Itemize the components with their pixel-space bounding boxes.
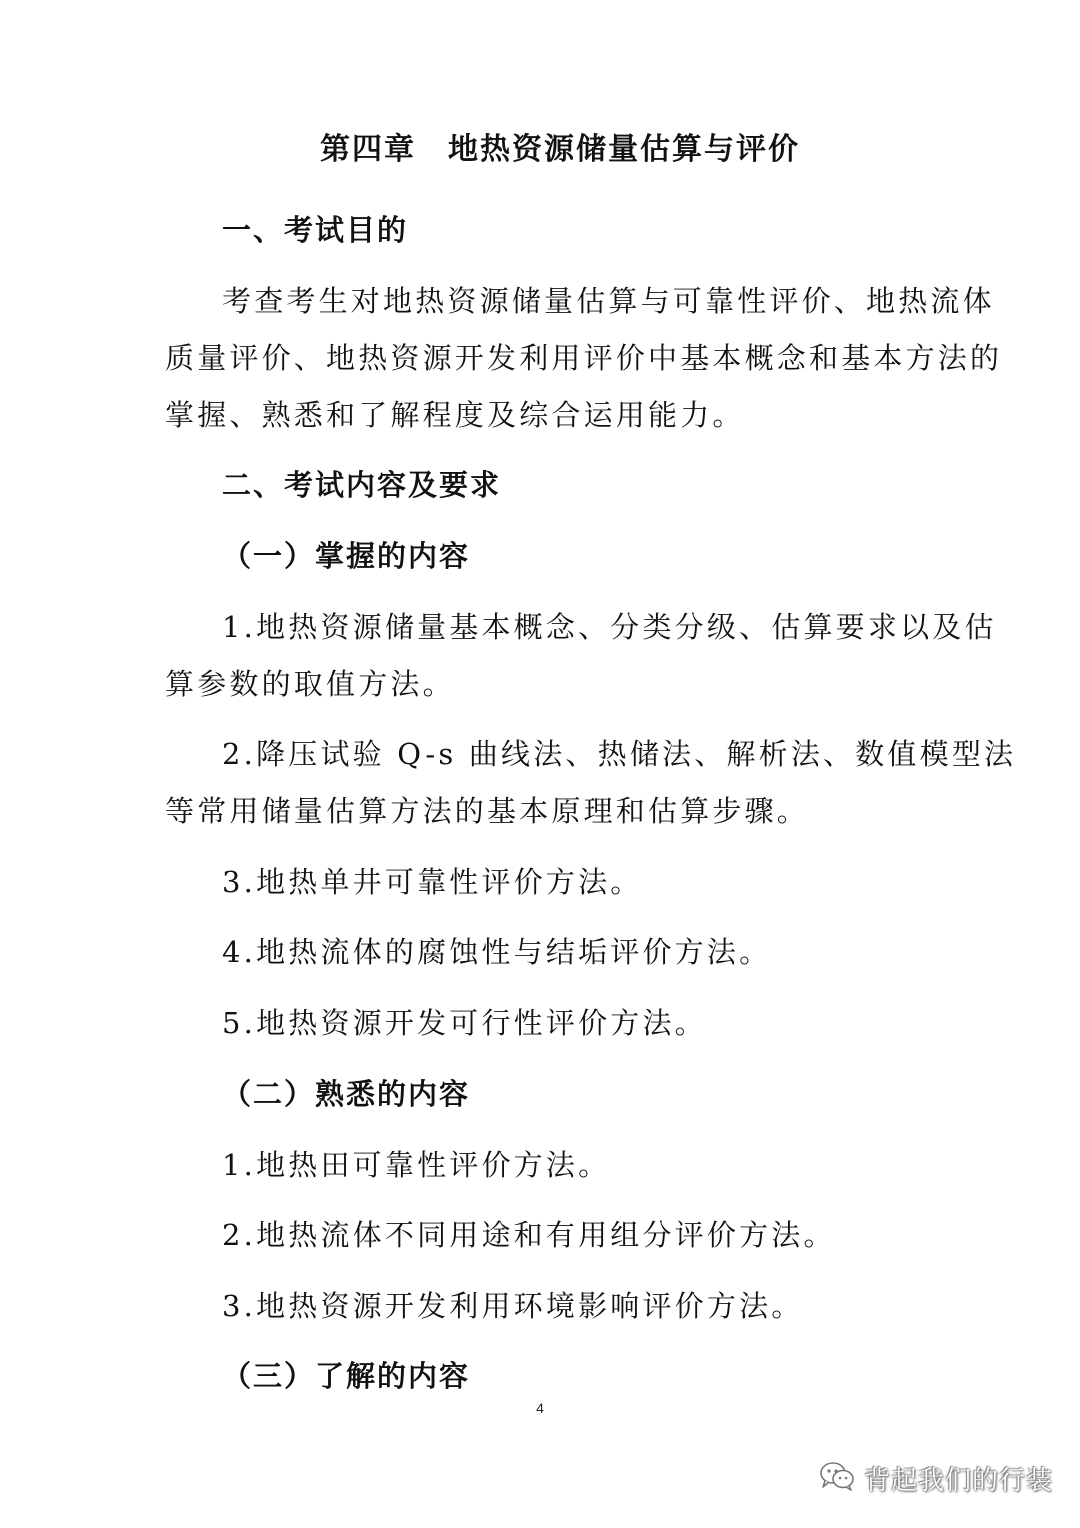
master-item-2-line: 2.降压试验 Q-s 曲线法、热储法、解析法、数值模型法 [222, 737, 1017, 771]
subsection-heading-familiar: （二）熟悉的内容 [222, 1077, 471, 1111]
watermark-text: 背起我们的行装 [864, 1465, 1054, 1496]
master-item-2-line: 等常用储量估算方法的基本原理和估算步骤。 [165, 794, 810, 828]
familiar-item-1: 1.地热田可靠性评价方法。 [222, 1148, 611, 1182]
purpose-paragraph-line: 质量评价、地热资源开发利用评价中基本概念和基本方法的 [165, 341, 1003, 375]
familiar-item-2: 2.地热流体不同用途和有用组分评价方法。 [222, 1218, 836, 1252]
section-heading-exam-purpose: 一、考试目的 [222, 213, 409, 247]
master-item-1-line: 算参数的取值方法。 [165, 667, 455, 701]
master-item-5: 5.地热资源开发可行性评价方法。 [222, 1006, 707, 1040]
master-item-1-line: 1.地热资源储量基本概念、分类分级、估算要求以及估 [222, 610, 997, 644]
master-item-3: 3.地热单井可靠性评价方法。 [222, 865, 643, 899]
purpose-paragraph-line: 掌握、熟悉和了解程度及综合运用能力。 [165, 398, 745, 432]
section-heading-exam-content: 二、考试内容及要求 [222, 468, 502, 502]
subsection-heading-master: （一）掌握的内容 [222, 539, 471, 573]
page-number: 4 [536, 1400, 544, 1416]
familiar-item-3: 3.地热资源开发利用环境影响评价方法。 [222, 1289, 804, 1323]
subsection-heading-understand: （三）了解的内容 [222, 1359, 471, 1393]
watermark [818, 1458, 1053, 1498]
chapter-title: 第四章 地热资源储量估算与评价 [320, 132, 800, 167]
wechat-icon [818, 1460, 856, 1497]
purpose-paragraph-line: 考查考生对地热资源储量估算与可靠性评价、地热流体 [222, 284, 995, 318]
master-item-4: 4.地热流体的腐蚀性与结垢评价方法。 [222, 935, 772, 969]
